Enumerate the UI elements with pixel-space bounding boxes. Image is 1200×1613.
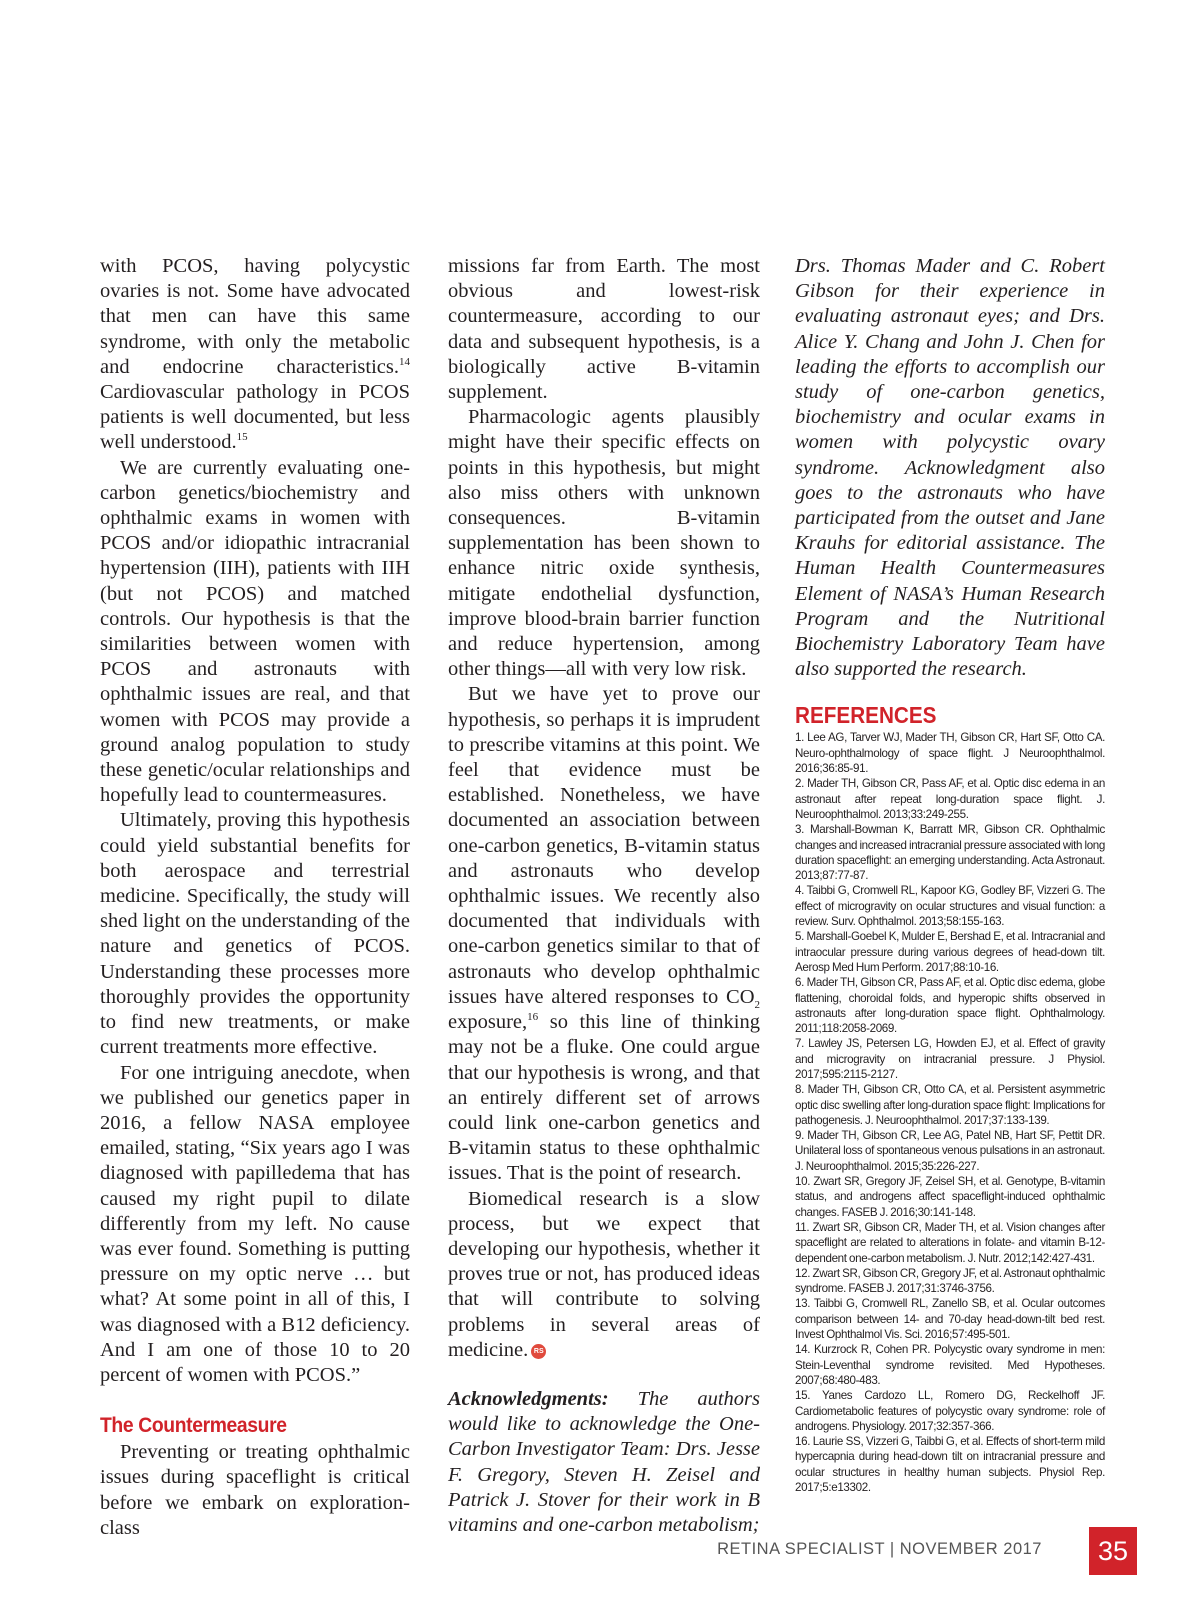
acknowledgments-continued: Drs. Thomas Mader and C. Robert Gibson for their experience in evaluating astronaut eyes; and Drs. Alice Y. Chang and John J. Chen for leading the efforts to accomplish our study of one-carbon genetics, biochemistry and ocular exams in women with polycystic ovary syndrome. Acknowledgment also goes to the astronauts who have participated from the outset and Jane Krauhs for editorial assistance. The Human Health Countermeasures Element of NASA’s Human Research Program and the Nutritional Biochemistry Laboratory Team have also supported the research.: [795, 255, 1105, 681]
column-1: [100, 254, 410, 1541]
reference-item: 14. Kurzrock R, Cohen PR. Polycystic ovary syndrome in men: Stein-Leventhal syndrome revisited. Med Hypotheses. 2007;68:480-483.: [795, 1343, 1105, 1387]
paragraph: For one intriguing anecdote, when we published our genetics paper in 2016, a fellow NASA employee emailed, stating, “Six years ago I was diagnosed with papilledema that has caused my right pupil to dilate differently from my left. No cause was ever found. Something is putting pressure on my optic nerve … but what? At some point in all of this, I was diagnosed with a B12 deficiency. And I am one of those 10 to 20 percent of women with PCOS.”: [100, 1061, 410, 1386]
paragraph: with PCOS, having polycystic ovaries is not. Some have advocated that men can have this same syndrome, with only the metabolic and endocrine characteristics.$^{14}$ Cardiovascular pathology in PCOS patients is well documented, but less well understood.$^{15}$: [100, 255, 410, 454]
reference-item: 11. Zwart SR, Gibson CR, Mader TH, et al. Vision changes after spaceflight are related to alterations in folate- and vitamin B-12-dependent one-carbon metabolism. J. Nutr. 2012;142:427-431.: [795, 1220, 1105, 1265]
reference-item: 15. Yanes Cardozo LL, Romero DG, Reckelhoff JF. Cardiometabolic features of polycystic ovary syndrome: role of androgens. Physiology. 2017;32:357-366.: [795, 1389, 1105, 1433]
column-2: [448, 254, 760, 1538]
paragraph: Biomedical research is a slow process, but we expect that developing our hypothesis, whether it proves true or not, has produced ideas that will contribute to solving problems in several areas of medicine. RS: [448, 1187, 760, 1361]
publication-info: RETINA SPECIALIST | NOVEMBER 2017: [717, 1540, 1042, 1558]
acknowledgments: Acknowledgments: The authors would like to acknowledge the One-Carbon Investigator Team: Drs. Jesse F. Gregory, Steven H. Zeisel and Patrick J. Stover for their work in B vitamins and one-carbon metabolism;: [448, 1387, 760, 1536]
reference-item: 13. Taibbi G, Cromwell RL, Zanello SB, et al. Ocular outcomes comparison between 14- and 70-day head-down-tilt bed rest. Invest Ophthalmol Vis. Sci. 2016;57:495-501.: [795, 1297, 1105, 1342]
reference-item: 9. Mader TH, Gibson CR, Lee AG, Patel NB, Hart SF, Pettit DR. Unilateral loss of spontaneous venous pulsations in an astronaut. J. Neuroophthalmol. 2015;35:226-227.: [795, 1129, 1105, 1173]
reference-item: 12. Zwart SR, Gibson CR, Gregory JF, et al. Astronaut ophthalmic syndrome. FASEB J. 2017;31:3746-3756.: [795, 1266, 1105, 1296]
paragraph: Ultimately, proving this hypothesis could yield substantial benefits for both aerospace and terrestrial medicine. Specifically, the study will shed light on the understanding of the nature and genetics of PCOS. Understanding these processes more thoroughly provides the opportunity to find new treatments, or make current treatments more effective.: [100, 809, 410, 1059]
reference-item: 6. Mader TH, Gibson CR, Pass AF, et al. Optic disc edema, globe flattening, choroidal folds, and hyperopic shifts observed in astronauts after long-duration space flight. Ophthalmology. 2011;118:2058-2069.: [795, 976, 1105, 1036]
column-3: [795, 254, 1105, 1495]
reference-item: 8. Mader TH, Gibson CR, Otto CA, et al. Persistent asymmetric optic disc swelling after long-duration space flight: Implications for pathogenesis. J. Neuroophthalmol. 2017;37:133-139.: [795, 1083, 1105, 1127]
reference-item: 7. Lawley JS, Petersen LG, Howden EJ, et al. Effect of gravity and microgravity on intracranial pressure. J Physiol. 2017;595:2115-2127.: [795, 1037, 1105, 1081]
acknowledgments-label: Acknowledgments:: [448, 1387, 609, 1410]
reference-item: 10. Zwart SR, Gregory JF, Zeisel SH, et al. Genotype, B-vitamin status, and androgens affect spaceflight-induced ophthalmic changes. FASEB J. 2016;30:141-148.: [795, 1175, 1105, 1219]
page-number: 35: [1089, 1527, 1137, 1575]
reference-list: [795, 730, 1105, 1495]
reference-item: 16. Laurie SS, Vizzeri G, Taibbi G, et al. Effects of short-term mild hypercapnia during head-down tilt on intracranial pressure and ocular structures in healthy human subjects. Physiol Rep. 2017;5:e13302.: [795, 1435, 1105, 1494]
paragraph: missions far from Earth. The most obvious and lowest-risk countermeasure, according to our data and subsequent hypothesis, is a biologically active B-vitamin supplement.: [448, 255, 760, 404]
reference-item: 1. Lee AG, Tarver WJ, Mader TH, Gibson CR, Hart SF, Otto CA. Neuro-ophthalmology of space flight. J Neuroophthalmol. 2016;36:85-91.: [795, 731, 1105, 776]
paragraph: We are currently evaluating one-carbon genetics/biochemistry and ophthalmic exams in women with PCOS and/or idiopathic intracranial hypertension (IIH), patients with IIH (but not PCOS) and matched controls. Our hypothesis is that the similarities between women with PCOS and astronauts with ophthalmic issues are real, and that women with PCOS may provide a ground analog population to study these genetic/ocular relationships and hopefully lead to countermeasures.: [100, 456, 410, 807]
reference-item: 5. Marshall-Goebel K, Mulder E, Bershad E, et al. Intracranial and intraocular pressure during various degrees of head-down tilt. Aerosp Med Hum Perform. 2017;88:10-16.: [795, 930, 1105, 974]
section-heading-countermeasure: The Countermeasure: [100, 1414, 287, 1438]
reference-item: 3. Marshall-Bowman K, Barratt MR, Gibson CR. Ophthalmic changes and increased intracranial pressure associated with long duration spaceflight: an emerging understanding. Acta Astronaut. 2013;87:77-87.: [795, 823, 1105, 883]
paragraph: But we have yet to prove our hypothesis, so perhaps it is imprudent to prescribe vitamins at this point. We feel that evidence must be established. Nonetheless, we have documented an association between one-carbon genetics, B-vitamin status and astronauts who develop ophthalmic issues. We recently also documented that individuals with one-carbon genetics similar to that of astronauts who develop ophthalmic issues have altered responses to $CO_2$ exposure,$^{16}$ so this line of thinking may not be a fluke. One could argue that our hypothesis is wrong, and that an entirely different set of arrows could link one-carbon genetics and B-vitamin status to these ophthalmic issues. That is the point of research.: [448, 683, 760, 1185]
paragraph: Pharmacologic agents plausibly might have their specific effects on points in this hypothesis, but might also miss others with unknown consequences. B-vitamin supplementation has been shown to enhance nitric oxide synthesis, mitigate endothelial dysfunction, improve blood-brain barrier function and reduce hypertension, among other things—all with very low risk.: [448, 406, 760, 681]
references-heading: REFERENCES: [795, 702, 937, 729]
reference-item: 4. Taibbi G, Cromwell RL, Kapoor KG, Godley BF, Vizzeri G. The effect of microgravity on ocular structures and visual function: a review. Surv. Ophthalmol. 2013;58:155-163.: [795, 884, 1105, 929]
reference-item: 2. Mader TH, Gibson CR, Pass AF, et al. Optic disc edema in an astronaut after repeat long-duration space flight. J. Neuroophthalmol. 2013;33:249-255.: [795, 777, 1105, 821]
paragraph: Preventing or treating ophthalmic issues during spaceflight is critical before we embark on exploration-class: [100, 1441, 410, 1539]
end-of-article-icon: RS: [531, 1344, 546, 1359]
